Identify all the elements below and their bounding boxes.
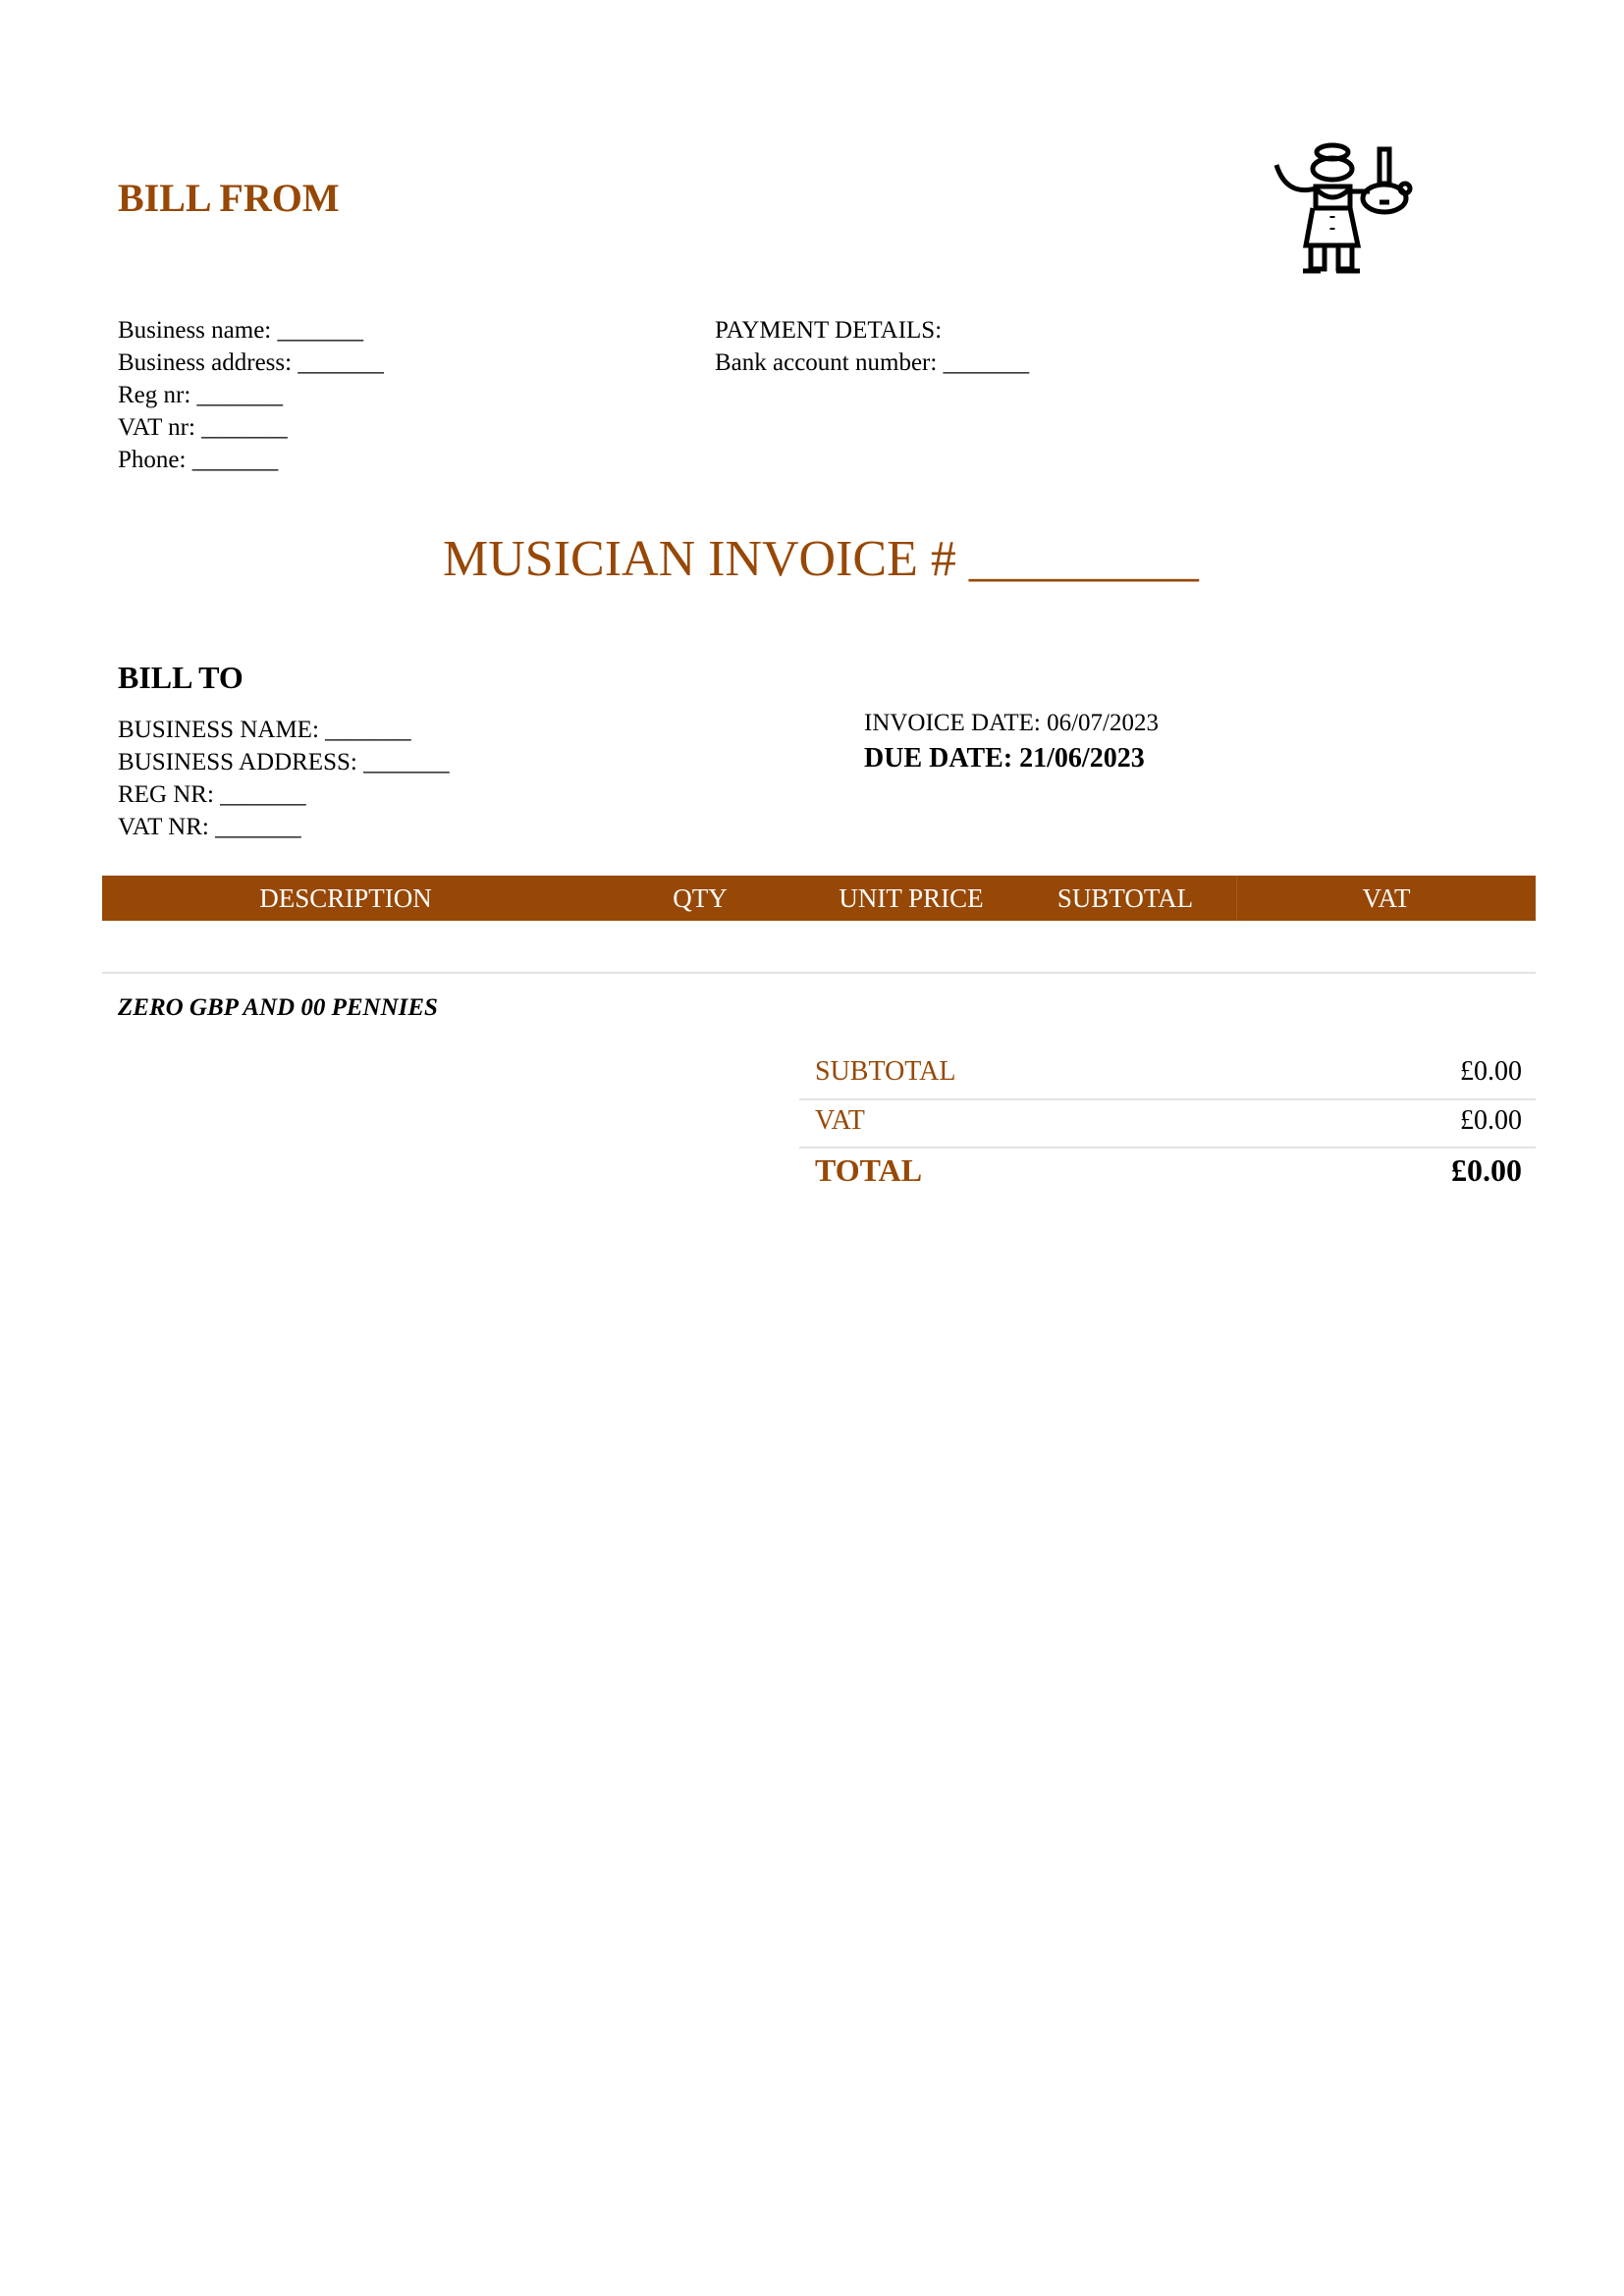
client-business-name: BUSINESS NAME: _______ (118, 717, 411, 743)
bill-from-heading: BILL FROM (118, 176, 340, 220)
column-description: DESCRIPTION (259, 883, 432, 913)
due-date: DUE DATE: 21/06/2023 (864, 743, 1145, 774)
column-qty: QTY (673, 883, 728, 913)
business-address-line: Business address: _______ (118, 349, 384, 376)
bill-to-heading: BILL TO (118, 660, 244, 695)
vat-label: VAT (815, 1105, 865, 1136)
total-value: £0.00 (1451, 1152, 1522, 1188)
totals-divider (799, 1098, 1536, 1100)
bill-from-details (118, 314, 384, 476)
column-unit-price: UNIT PRICE (839, 883, 984, 913)
table-bottom-divider (102, 972, 1536, 974)
musician-logo-icon (1272, 137, 1419, 275)
bank-account-line: Bank account number: _______ (715, 349, 1030, 376)
column-divider (1236, 876, 1237, 921)
business-name-line: Business name: _______ (118, 317, 363, 344)
subtotal-value: £0.00 (1460, 1056, 1522, 1087)
client-reg-nr: REG NR: _______ (118, 781, 306, 808)
client-vat-nr: VAT NR: _______ (118, 814, 301, 840)
items-table-header (102, 876, 1536, 921)
subtotal-label: SUBTOTAL (815, 1056, 956, 1087)
amount-in-words: ZERO GBP AND 00 PENNIES (118, 994, 438, 1021)
totals-divider (799, 1147, 1536, 1148)
column-vat: VAT (1362, 883, 1411, 913)
column-subtotal: SUBTOTAL (1056, 883, 1194, 913)
reg-nr-line: Reg nr: _______ (118, 382, 284, 408)
vat-value: £0.00 (1460, 1105, 1522, 1136)
payment-details (715, 314, 1029, 379)
vat-nr-line: VAT nr: _______ (118, 414, 288, 441)
payment-heading: PAYMENT DETAILS: (715, 317, 943, 344)
client-business-address: BUSINESS ADDRESS: _______ (118, 749, 450, 775)
bill-to-details (118, 714, 450, 843)
total-label: TOTAL (815, 1152, 923, 1188)
invoice-title: MUSICIAN INVOICE # _________ (443, 531, 1199, 587)
invoice-date: INVOICE DATE: 06/07/2023 (864, 710, 1159, 736)
phone-line: Phone: _______ (118, 447, 279, 473)
